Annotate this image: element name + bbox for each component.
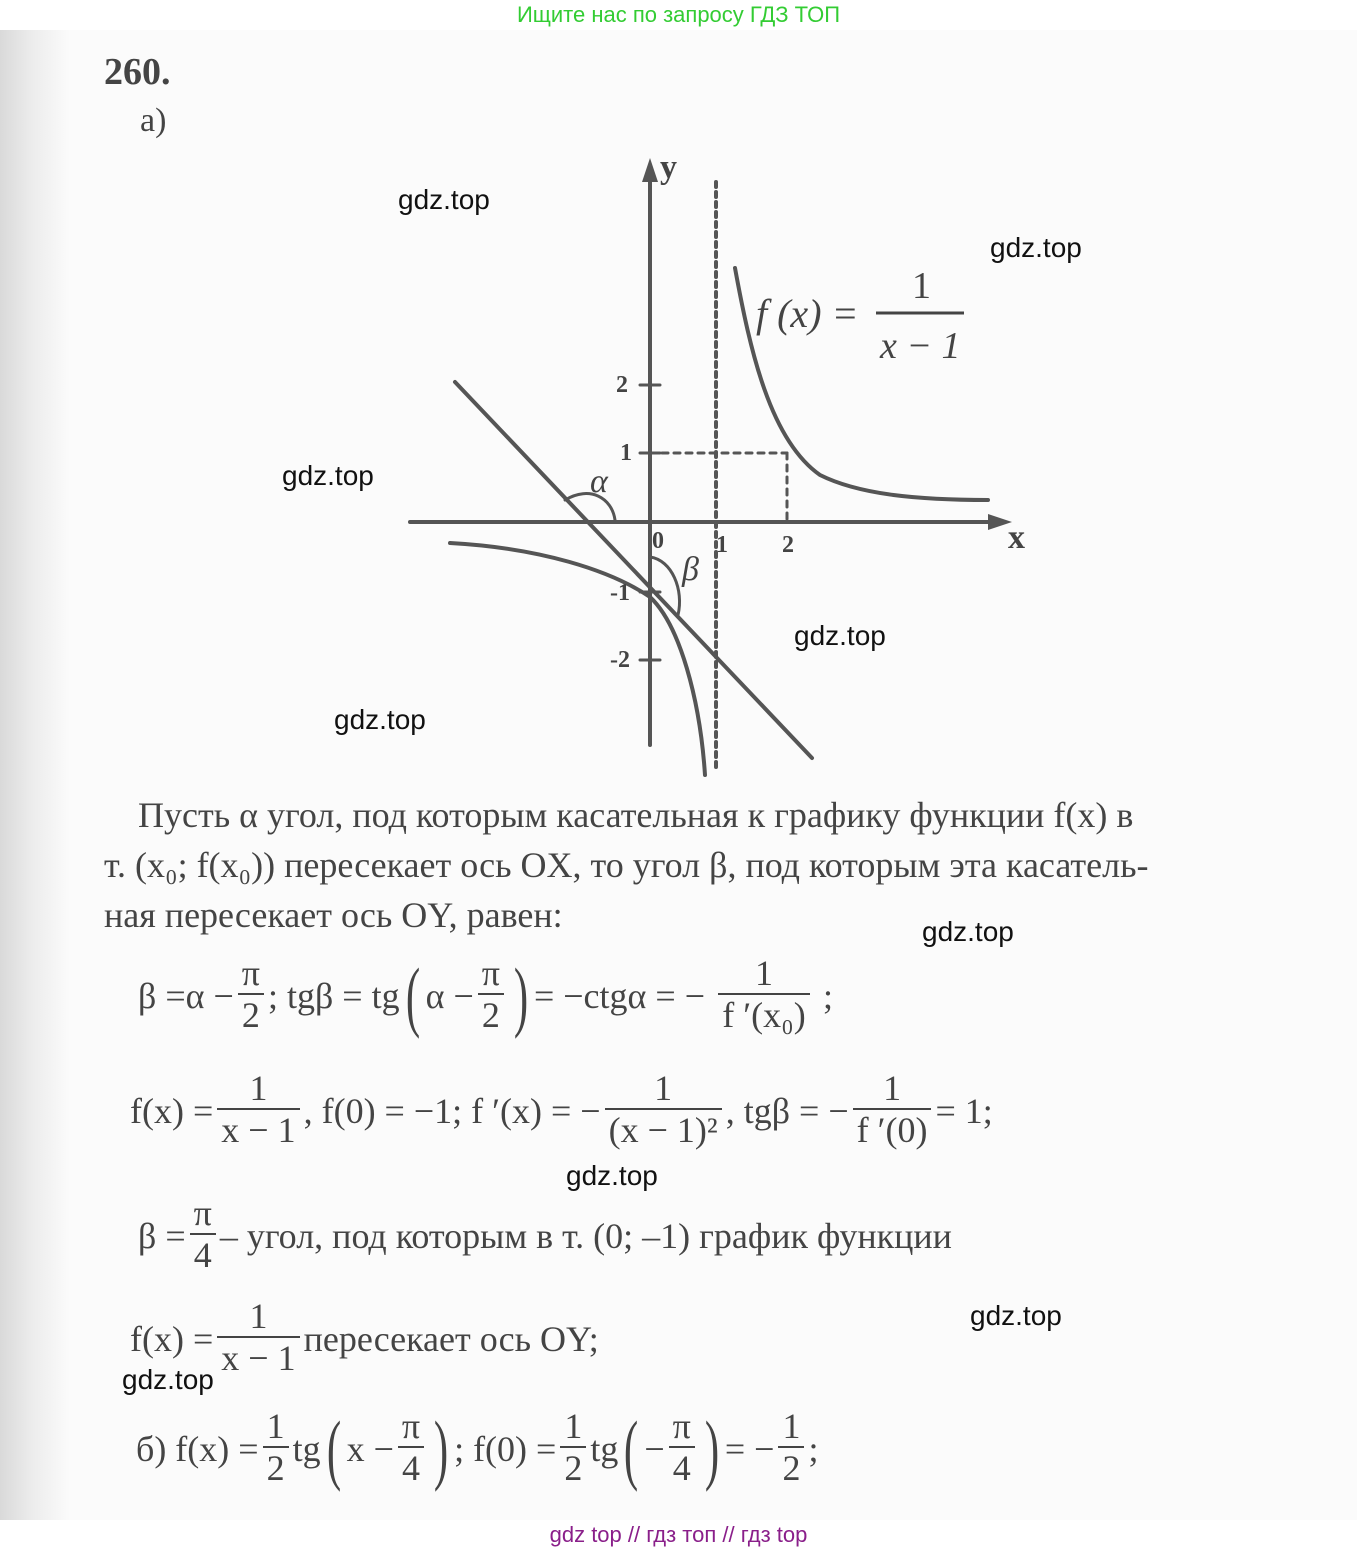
eq3-beta: β =: [138, 1215, 186, 1256]
watermark: gdz.top: [970, 1300, 1062, 1331]
problem-number: 260.: [104, 51, 171, 93]
eq5-half: $\frac{1}{2}$: [263, 1408, 289, 1489]
eq5-tg-b: tg: [590, 1428, 619, 1469]
eq1-inverse-derivative: $\frac{1}{\text{f ′(x₀)}}$: [709, 955, 819, 1036]
beta-arc: [650, 557, 680, 615]
eq5-half-b: $\frac{1}{2}$: [560, 1408, 586, 1489]
eq2-result: = 1;: [935, 1090, 993, 1131]
top-banner[interactable]: Ищите нас по запросу ГДЗ ТОП: [516, 2, 841, 27]
eq4-text: пересекает ось OY;: [303, 1318, 599, 1359]
equation-3: [138, 1195, 952, 1276]
formula-lhs: f (x) =: [756, 291, 859, 336]
para-line-3: ная пересекает ось OY, равен:: [104, 895, 563, 935]
eq5-end: ;: [808, 1428, 819, 1469]
eq2-fx: f(x) =: [130, 1090, 214, 1131]
eq2-derivative-fraction: $\frac{1}{\text{(x − 1)²}}$: [605, 1070, 722, 1151]
watermark: gdz.top: [922, 916, 1014, 947]
formula-num: 1: [912, 265, 931, 307]
y-tick-m1: -1: [610, 580, 630, 606]
watermark: gdz.top: [990, 232, 1082, 263]
watermark: gdz.top: [334, 704, 426, 735]
eq3-pi-over-4: $\frac{\pi}{4}$: [190, 1195, 216, 1276]
eq5-minus: −: [644, 1428, 665, 1469]
y-tick-1: 1: [620, 440, 632, 466]
eq1-pi-over-2b: $\frac{\pi}{2}$: [478, 955, 504, 1036]
eq5-half-c: $\frac{1}{2}$: [778, 1408, 804, 1489]
bottom-links[interactable]: gdz top // гдз топ // гдз top: [549, 1522, 808, 1547]
y-axis-arrow: [642, 158, 658, 182]
hyperbola-left-branch: [450, 543, 705, 775]
equation-2: [130, 1070, 993, 1151]
formula-den: x − 1: [880, 325, 961, 367]
eq3-text: – угол, под которым в т. (0; –1) график функции: [219, 1215, 952, 1256]
eq1-end: ;: [823, 975, 834, 1016]
eq1-alpha-minus: α −: [425, 975, 474, 1016]
eq1-tgbeta: ; tgβ = tg: [267, 975, 400, 1016]
tangent-line: [455, 382, 812, 758]
y-axis-label: y: [660, 149, 677, 186]
eq5-pi-over-4b: $\frac{\pi}{4}$: [669, 1408, 695, 1489]
alpha-label: α: [590, 463, 608, 500]
para-line-2: т. (x₀; f(x₀)) пересекает ось OX, то угол β, под которым эта касатель-: [104, 845, 1149, 885]
eq2-tgbeta: , tgβ = −: [725, 1090, 849, 1131]
para-line-1: Пусть α угол, под которым касательная к графику функции f(x) в: [138, 795, 1134, 835]
y-tick-m2: -2: [610, 647, 630, 673]
eq5-equals: = −: [724, 1428, 775, 1469]
x-tick-2: 2: [782, 532, 794, 558]
eq2-fraction: $\frac{1}{x - 1}$: [217, 1070, 299, 1151]
watermark: gdz.top: [282, 460, 374, 491]
explanation-paragraph: [104, 790, 1339, 940]
eq2-tg-fraction: $\frac{1}{f '(0)}$: [853, 1070, 932, 1151]
equation-1: β =α − $\frac{\pi}{2}$ ; tgβ = tg ( α − $\frac{\pi}{2}$ ) = −ctgα = − $\frac{1}{\text{f ′(x₀)}}$ ;: [138, 951, 834, 1039]
eq5-pi-over-4: $\frac{\pi}{4}$: [398, 1408, 424, 1489]
watermark: gdz.top: [122, 1364, 214, 1395]
eq5-x-minus: x −: [346, 1428, 394, 1469]
eq1-beta: β =α −: [138, 975, 234, 1016]
eq1-ctg: = −ctgα = −: [533, 975, 705, 1016]
x-axis-label: x: [1008, 519, 1025, 556]
watermark: gdz.top: [566, 1160, 658, 1191]
x-tick-1: 1: [716, 532, 728, 558]
watermark: gdz.top: [794, 620, 886, 651]
eq5-tg: tg: [292, 1428, 321, 1469]
eq2-derivative: , f(0) = −1; f ′(x) = −: [303, 1090, 601, 1131]
part-a-label: а): [140, 102, 167, 139]
equation-5: б) f(x) = $\frac{1}{2}$ tg ( x − $\frac{\pi}{4}$ ) ; f(0) = $\frac{1}{2}$ tg ( − $\frac{\pi}{4}$ ) = − $\frac{1}{2}$ ;: [136, 1404, 819, 1492]
watermark: gdz.top: [398, 184, 490, 215]
origin-label: 0: [652, 528, 664, 554]
y-tick-2: 2: [616, 372, 628, 398]
eq1-pi-over-2: $\frac{\pi}{2}$: [238, 955, 264, 1036]
eq4-fx: f(x) =: [130, 1318, 214, 1359]
beta-label: β: [682, 551, 699, 588]
eq5-f0: ; f(0) =: [454, 1428, 557, 1469]
eq5-fx: б) f(x) =: [136, 1428, 259, 1469]
eq4-fraction: $\frac{1}{x - 1}$: [217, 1298, 299, 1379]
